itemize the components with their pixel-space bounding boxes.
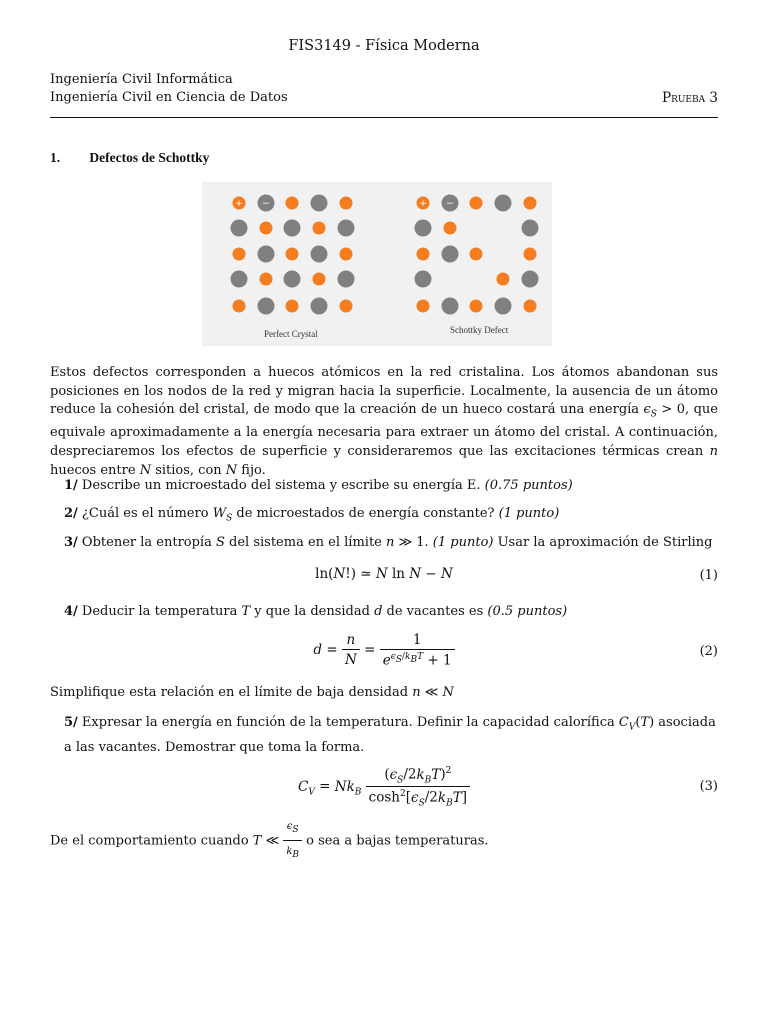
cation-atom-defect-3-3	[497, 273, 510, 286]
anion-atom-perfect-0-3	[311, 195, 328, 212]
anion-atom-perfect-2-3	[311, 246, 328, 263]
cation-atom-perfect-0-4	[340, 197, 353, 210]
question-label: 3/	[64, 535, 78, 550]
question-text: del sistema en el límite	[224, 535, 386, 550]
cation-atom-perfect-2-0	[233, 248, 246, 261]
anion-atom-defect-1-0	[415, 220, 432, 237]
test-label: Prueba 3	[661, 90, 718, 106]
header-rule	[50, 117, 718, 118]
question-5: 5/ Expresar la energía en función de la temperatura. Definir la capacidad calorífica $C_V(T)$ asociada a las vacantes. Demostrar que toma la forma.	[64, 715, 716, 755]
question-4: 4/ Deducir la temperatura T y que la densidad d de vacantes es (0.5 puntos)	[64, 604, 568, 619]
note-text: Simplifique esta relación en el límite de baja densidad	[50, 685, 413, 700]
page-title	[0, 38, 768, 54]
note-text: De el comportamiento cuando	[50, 833, 253, 849]
section-number: 1.	[50, 150, 61, 165]
question-label: 1/	[64, 478, 78, 493]
cation-atom-perfect-1-3	[313, 222, 326, 235]
cation-atom-perfect-2-2	[286, 248, 299, 261]
question-text: de microestados de energía constante?	[232, 506, 499, 521]
anion-atom-perfect-3-2	[284, 271, 301, 288]
question-text: Deducir la temperatura	[77, 604, 242, 619]
program-name: Ingeniería Civil en Ciencia de Datos	[50, 90, 288, 105]
anion-atom-defect-0-3	[495, 195, 512, 212]
anion-atom-defect-1-4	[522, 220, 539, 237]
anion-atom-perfect-2-1	[258, 246, 275, 263]
program-line-1: Ingeniería Civil Informática	[50, 72, 233, 87]
cation-atom-perfect-4-0	[233, 300, 246, 313]
density-equation: d = $\frac{n}{N}$ = $\frac{1}{e^{\epsilon_S/k_BT} + 1}$	[50, 632, 718, 669]
question-text: asociada a las vacantes. Demostrar que toma la forma.	[64, 715, 716, 755]
anion-atom-perfect-1-0	[231, 220, 248, 237]
question-text: Describe un microestado del sistema y escribe su energía E.	[77, 478, 485, 493]
question-text: y que la densidad	[250, 604, 375, 619]
anion-atom-perfect-3-0	[231, 271, 248, 288]
anion-atom-defect-4-3	[495, 298, 512, 315]
cation-atom-defect-2-2	[470, 248, 483, 261]
question-text: de vacantes es	[382, 604, 488, 619]
course-title: FIS3149 - Física Moderna	[288, 38, 480, 54]
low-density-note: Simplifique esta relación en el límite de baja densidad n ≪ N	[50, 685, 454, 700]
cation-atom-perfect-2-4	[340, 248, 353, 261]
question-label: 4/	[64, 604, 78, 619]
cation-atom-defect-0-2	[470, 197, 483, 210]
question-label: 2/	[64, 506, 78, 521]
cation-atom-perfect-3-1	[260, 273, 273, 286]
paragraph-text: fijo.	[237, 462, 266, 478]
equation-number-1: (1)	[699, 568, 718, 583]
section-heading	[50, 150, 209, 166]
cation-atom-perfect-4-4	[340, 300, 353, 313]
anion-atom-defect-4-1	[442, 298, 459, 315]
minus-sign-defect: −	[446, 199, 454, 209]
anion-atom-perfect-1-2	[284, 220, 301, 237]
cation-atom-perfect-1-1	[260, 222, 273, 235]
cation-atom-perfect-3-3	[313, 273, 326, 286]
question-text: ¿Cuál es el número	[77, 506, 213, 521]
cation-atom-defect-4-2	[470, 300, 483, 313]
question-text: Expresar la energía en función de la temperatura. Definir la capacidad calorífica	[77, 715, 619, 730]
question-2: 2/ ¿Cuál es el número $W_S$ de microestados de energía constante? (1 punto)	[64, 506, 560, 524]
note-text: o sea a bajas temperaturas.	[302, 833, 489, 849]
paragraph-text: sitios, con	[151, 462, 226, 478]
program-line-2	[50, 90, 718, 106]
paragraph-text: huecos entre	[50, 462, 140, 478]
anion-atom-perfect-1-4	[338, 220, 355, 237]
caption-perfect-crystal: Perfect Crystal	[264, 329, 318, 339]
caption-schottky-defect: Schottky Defect	[450, 325, 509, 335]
question-1	[64, 477, 718, 495]
plus-sign-perfect: +	[235, 199, 243, 209]
cation-atom-defect-4-0	[417, 300, 430, 313]
plus-sign-defect: +	[419, 199, 427, 209]
cation-atom-defect-0-4	[524, 197, 537, 210]
anion-atom-defect-2-1	[442, 246, 459, 263]
anion-atom-defect-3-0	[415, 271, 432, 288]
question-points: (0.75 puntos)	[484, 478, 573, 493]
cation-atom-defect-2-4	[524, 248, 537, 261]
cation-atom-perfect-0-2	[286, 197, 299, 210]
low-temperature-note: De el comportamiento cuando T ≪ $\frac{\epsilon_S}{k_B}$ o sea a bajas temperaturas.	[50, 818, 718, 864]
cation-atom-defect-1-1	[444, 222, 457, 235]
anion-atom-perfect-4-1	[258, 298, 275, 315]
question-points: (1 punto)	[432, 535, 494, 550]
stirling-equation: ln(N!) ≃ N ln N − N	[315, 566, 453, 582]
question-3: 3/ Obtener la entropía S del sistema en el límite n ≫ 1. (1 punto) Usar la aproximación de Stirling	[64, 535, 713, 550]
anion-atom-perfect-4-3	[311, 298, 328, 315]
crystal-lattice-diagram	[202, 182, 552, 346]
question-points: (1 punto)	[498, 506, 560, 521]
paragraph-text: , que equivale aproximadamente a la energía necesaria para extraer un átomo del cristal. A continuación, despreciaremos los efectos de superficie y consideraremos que las excitaciones térmicas crean	[50, 402, 718, 459]
equation-number-2: (2)	[699, 644, 718, 659]
cation-atom-defect-2-0	[417, 248, 430, 261]
paragraph-text: Estos defectos corresponden a huecos atómicos en la red cristalina. Los átomos abandonan sus posiciones en los nodos de la red y migran hacia la superficie. Localmente, la ausencia de un átomo reduce la cohesión del cristal, de modo que la creación de un hueco costará una energía	[50, 365, 718, 418]
section-title: Defectos de Schottky	[89, 150, 210, 165]
minus-sign-perfect: −	[262, 199, 270, 209]
question-label: 5/	[64, 715, 78, 730]
equation-number-3: (3)	[699, 779, 718, 794]
anion-atom-defect-3-4	[522, 271, 539, 288]
intro-paragraph: Estos defectos corresponden a huecos atómicos en la red cristalina. Los átomos abandonan sus posiciones en los nodos de la red y migran hacia la superficie. Localmente, la ausencia de un átomo reduce la cohesión del cristal, de modo que la creación de un hueco costará una energía $\epsilon_S > 0$, que equivale aproximadamente a la energía necesaria para extraer un átomo del cristal. A continuación, despreciaremos los efectos de superficie y consideraremos que las excitaciones térmicas crean n huecos entre N sitios, con N fijo.	[50, 365, 718, 478]
cation-atom-perfect-4-2	[286, 300, 299, 313]
anion-atom-perfect-3-4	[338, 271, 355, 288]
cation-atom-defect-4-4	[524, 300, 537, 313]
question-text: Obtener la entropía	[77, 535, 216, 550]
question-points: (0.5 puntos)	[487, 604, 568, 619]
heat-capacity-equation: $C_V = Nk_B$ $\frac{(\epsilon_S/2k_BT)^2}{\cosh^2[\epsilon_S/2k_BT]}$	[50, 766, 718, 808]
question-text: Usar la aproximación de Stirling	[493, 535, 713, 550]
schottky-figure	[202, 182, 552, 346]
